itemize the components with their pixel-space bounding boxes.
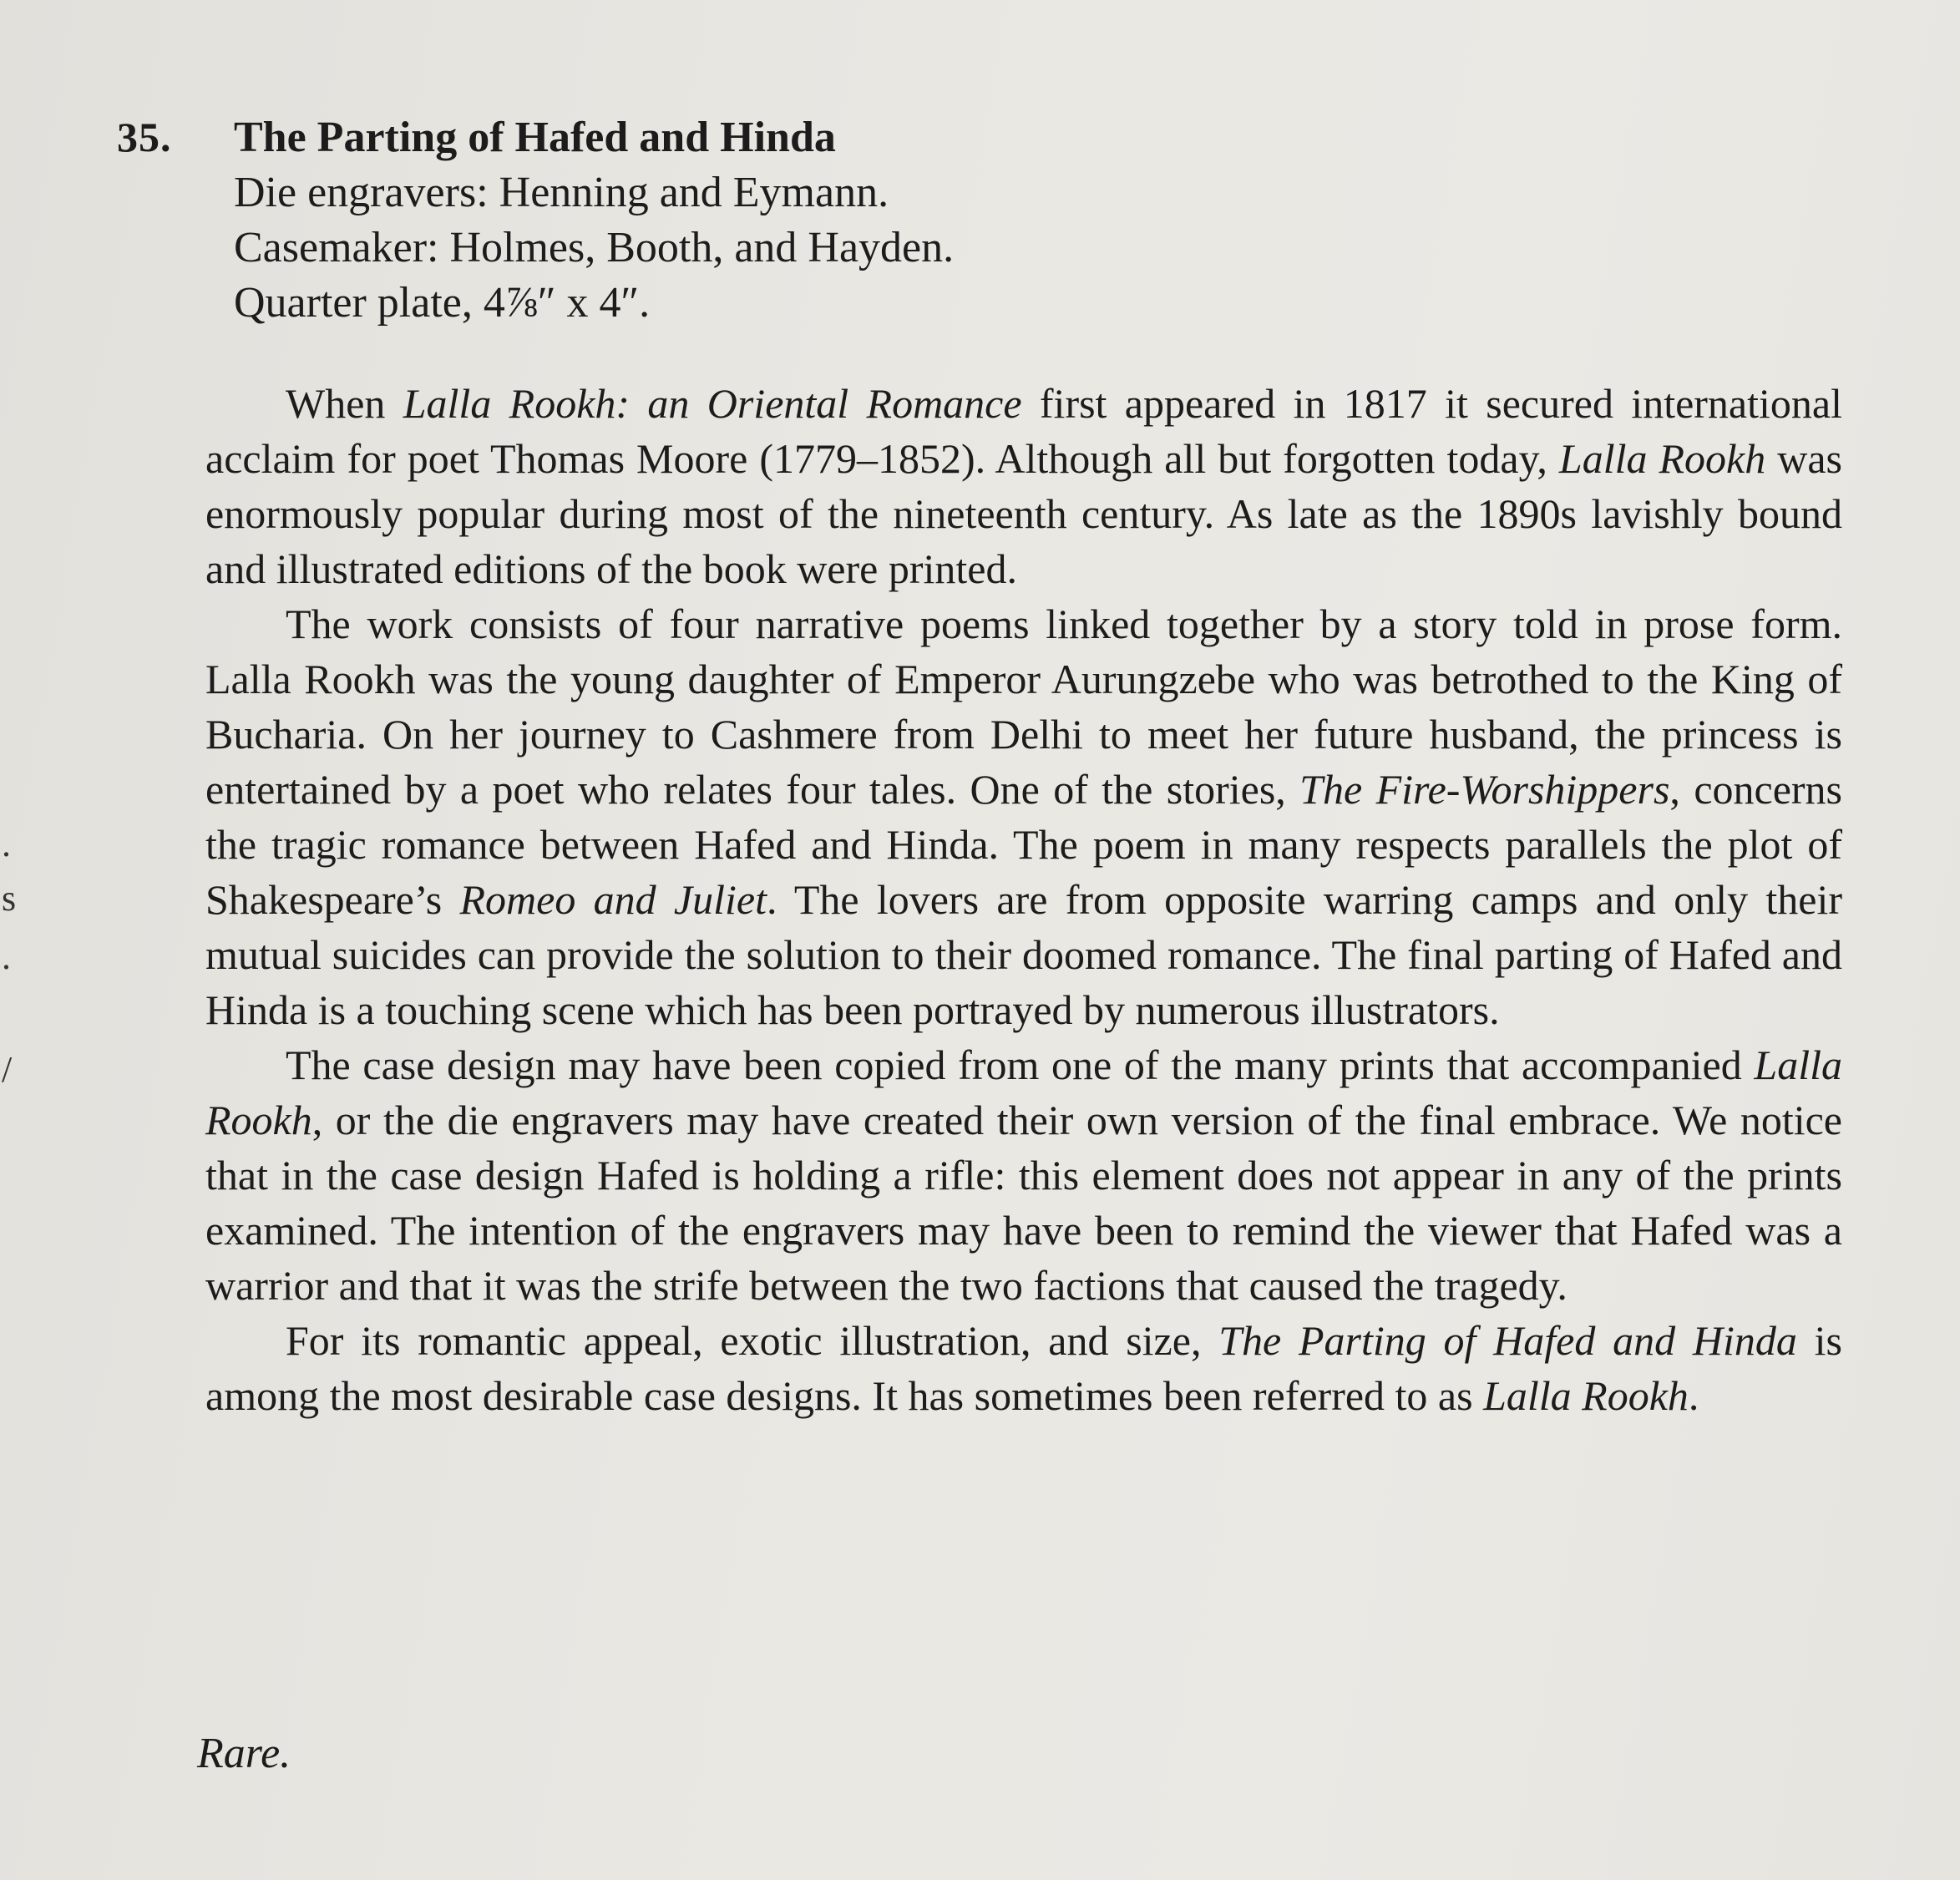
paragraph-text: , or the die engravers may have created their own version of the final embrace. We notice that in the case design Hafed is holding a rifle: this element does not appear in any of the prints examined. The intention of the engravers may have been to remind the viewer that Hafed was a warrior and that it was the strife between the two factions that caused the tragedy. xyxy=(205,1097,1842,1309)
die-engravers-line: Die engravers: Henning and Eymann. xyxy=(234,169,889,216)
margin-mark: . xyxy=(2,823,11,864)
rarity-note: Rare. xyxy=(197,1730,291,1777)
entry-description xyxy=(205,376,1842,1423)
italic-title-text: The Fire-Worshippers xyxy=(1299,766,1670,813)
plate-size-line: Quarter plate, 4⅞″ x 4″. xyxy=(234,279,651,327)
paragraph-text: The case design may have been copied from one of the many prints that accompanied xyxy=(286,1041,1755,1088)
paragraph-text: . The lovers are from opposite warring camps and only their mutual suicides can provide the solution to their doomed romance. The final parting of Hafed and Hinda is a touching scene which has been portrayed by numerous illustrators. xyxy=(205,876,1842,1033)
paragraph-text: The work consists of four narrative poems linked together by a story told in prose form. Lalla Rookh was the young daughter of Emperor Aurungzebe who was betrothed to the King of Bucharia. On her journey to Cashmere from Delhi to meet her future husband, the princess is entertained by a poet who relates four tales. One of the stories, xyxy=(205,600,1842,813)
entry-number: 35. xyxy=(117,114,172,160)
entry-title: The Parting of Hafed and Hinda xyxy=(234,114,836,161)
entry-title-row xyxy=(117,113,1871,162)
margin-mark: / xyxy=(2,1049,13,1090)
italic-title-text: Lalla Rookh xyxy=(1483,1372,1689,1419)
paragraph-text: When xyxy=(286,380,403,427)
margin-mark: s xyxy=(2,878,17,919)
catalog-entry-header xyxy=(117,113,1871,331)
italic-title-text: Lalla Rookh: an Oriental Romance xyxy=(403,380,1022,427)
italic-title-text: Lalla Rookh xyxy=(205,1041,1842,1143)
italic-title-text: The Parting of Hafed and Hinda xyxy=(1218,1317,1797,1364)
body-paragraph xyxy=(205,596,1842,1037)
paragraph-text: first appeared in 1817 it secured international acclaim for poet Thomas Moore (1779–1852). Although all but forgotten today, xyxy=(205,380,1842,482)
paragraph-text: , concerns the tragic romance between Hafed and Hinda. The poem in many respects parallels the plot of Shakespeare’s xyxy=(205,766,1843,923)
italic-title-text: Lalla Rookh xyxy=(1558,435,1766,482)
paragraph-text: was enormously popular during most of the nineteenth century. As late as the 1890s lavishly bound and illustrated editions of the book were printed. xyxy=(205,435,1842,592)
casemaker-line: Casemaker: Holmes, Booth, and Hayden. xyxy=(234,224,955,271)
paragraph-text: For its romantic appeal, exotic illustration, and size, xyxy=(286,1317,1219,1364)
body-paragraph xyxy=(205,376,1842,596)
margin-mark: . xyxy=(2,936,11,977)
body-paragraph xyxy=(205,1037,1842,1313)
paragraph-text: is among the most desirable case designs. It has sometimes been referred to as xyxy=(205,1317,1843,1419)
paragraph-text: . xyxy=(1688,1372,1699,1419)
body-paragraph xyxy=(205,1313,1842,1423)
italic-title-text: Romeo and Juliet xyxy=(459,876,767,923)
entry-metadata xyxy=(234,165,1871,331)
